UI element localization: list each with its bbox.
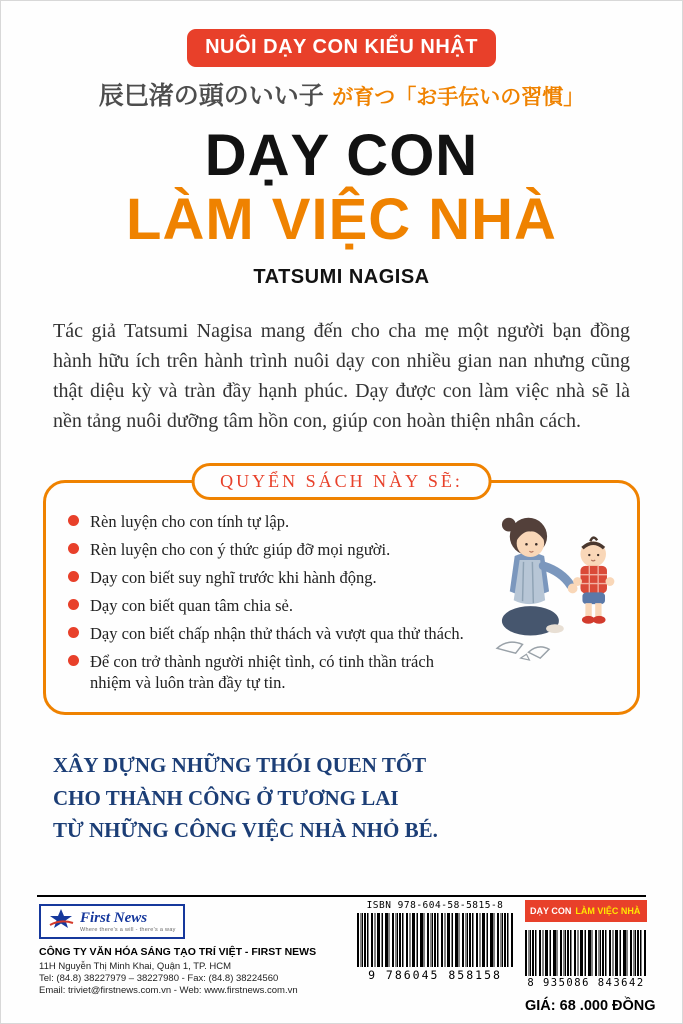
mini-title-block bbox=[525, 900, 647, 922]
mini-title-line2: LÀM VIỆC NHÀ bbox=[575, 906, 641, 916]
feature-item-text: Để con trở thành người nhiệt tình, có tinh thần trách nhiệm và luôn tràn đầy tự tin. bbox=[90, 652, 434, 693]
author-name: TATSUMI NAGISA bbox=[253, 265, 430, 288]
book-title-line1: DẠY CON bbox=[204, 122, 479, 188]
isbn-digits: 9 786045 858158 bbox=[368, 968, 502, 982]
slogan-line1: XÂY DỰNG NHỮNG THÓI QUEN TỐT bbox=[53, 753, 427, 778]
firstnews-logo bbox=[39, 904, 185, 939]
price-label: GIÁ: 68 .000 ĐỒNG bbox=[525, 998, 656, 1014]
feature-item bbox=[66, 567, 621, 588]
feature-item-text: Rèn luyện cho con tính tự lập. bbox=[90, 511, 290, 531]
publisher-company: CÔNG TY VĂN HÓA SÁNG TẠO TRÍ VIỆT - FIRST NEWS bbox=[39, 946, 317, 958]
product-digits: 8 935086 843642 bbox=[527, 977, 645, 989]
bullet-dot-icon bbox=[68, 599, 79, 610]
japanese-subtitle bbox=[1, 80, 682, 113]
features-box-label: QUYỂN SÁCH NÀY SẼ: bbox=[191, 463, 492, 500]
isbn-barcode bbox=[357, 913, 513, 967]
series-badge: NUÔI DẠY CON KIỂU NHẬT bbox=[187, 29, 496, 67]
bullet-dot-icon bbox=[68, 515, 79, 526]
features-list bbox=[66, 511, 621, 694]
firstnews-logo-tagline: Where there's a will - there's a way bbox=[80, 926, 176, 933]
mini-title-line1: DẠY CON bbox=[530, 906, 572, 916]
feature-item bbox=[66, 651, 621, 693]
bullet-dot-icon bbox=[68, 655, 79, 666]
intro-paragraph: Tác giả Tatsumi Nagisa mang đến cho cha mẹ một người bạn đồng hành hữu ích trên hành trình nuôi dạy con nhiều gian nan nhưng cũng thật diệu kỳ và tràn đầy hạnh phúc. Dạy được con làm việc nhà sẽ là nền tảng nuôi dưỡng tâm hồn con, giúp con hoàn thiện nhân cách. bbox=[53, 319, 630, 432]
bullet-dot-icon bbox=[68, 627, 79, 638]
feature-item-text: Rèn luyện cho con ý thức giúp đỡ mọi người. bbox=[90, 539, 391, 559]
feature-item-text: Dạy con biết chấp nhận thử thách và vượt qua thử thách. bbox=[90, 623, 464, 643]
features-box bbox=[43, 470, 640, 716]
feature-item bbox=[66, 539, 621, 560]
publisher-email: Email: triviet@firstnews.com.vn - Web: www.firstnews.com.vn bbox=[39, 985, 298, 996]
slogan-line3: TỪ NHỮNG CÔNG VIỆC NHÀ NHỎ BÉ. bbox=[53, 818, 438, 843]
firstnews-logo-name: First News bbox=[80, 910, 148, 927]
feature-item bbox=[66, 595, 621, 616]
japanese-subtitle-orange: が育つ「お手伝いの習慣」 bbox=[332, 86, 585, 109]
isbn-block bbox=[357, 900, 513, 982]
bullet-dot-icon bbox=[68, 543, 79, 554]
japanese-subtitle-dark: 辰巳渚の頭のいい子 bbox=[98, 82, 324, 110]
product-barcode-block bbox=[525, 930, 647, 989]
publisher-address: 11H Nguyễn Thị Minh Khai, Quận 1, TP. HCM bbox=[39, 961, 232, 972]
isbn-label: ISBN 978-604-58-5815-8 bbox=[366, 900, 504, 911]
footer-divider bbox=[37, 895, 646, 897]
slogan-line2: CHO THÀNH CÔNG Ở TƯƠNG LAI bbox=[53, 785, 399, 810]
product-barcode bbox=[525, 930, 647, 976]
feature-item-text: Dạy con biết quan tâm chia sẻ. bbox=[90, 595, 293, 615]
slogan bbox=[53, 749, 630, 847]
bullet-dot-icon bbox=[68, 571, 79, 582]
feature-item-text: Dạy con biết suy nghĩ trước khi hành động. bbox=[90, 567, 377, 587]
feature-item bbox=[66, 511, 621, 532]
feature-item bbox=[66, 623, 621, 644]
firstnews-star-icon bbox=[48, 908, 74, 935]
publisher-phone: Tel: (84.8) 38227979 – 38227980 - Fax: (84.8) 38224560 bbox=[39, 973, 279, 984]
book-title-line2: LÀM VIỆC NHÀ bbox=[126, 186, 557, 252]
